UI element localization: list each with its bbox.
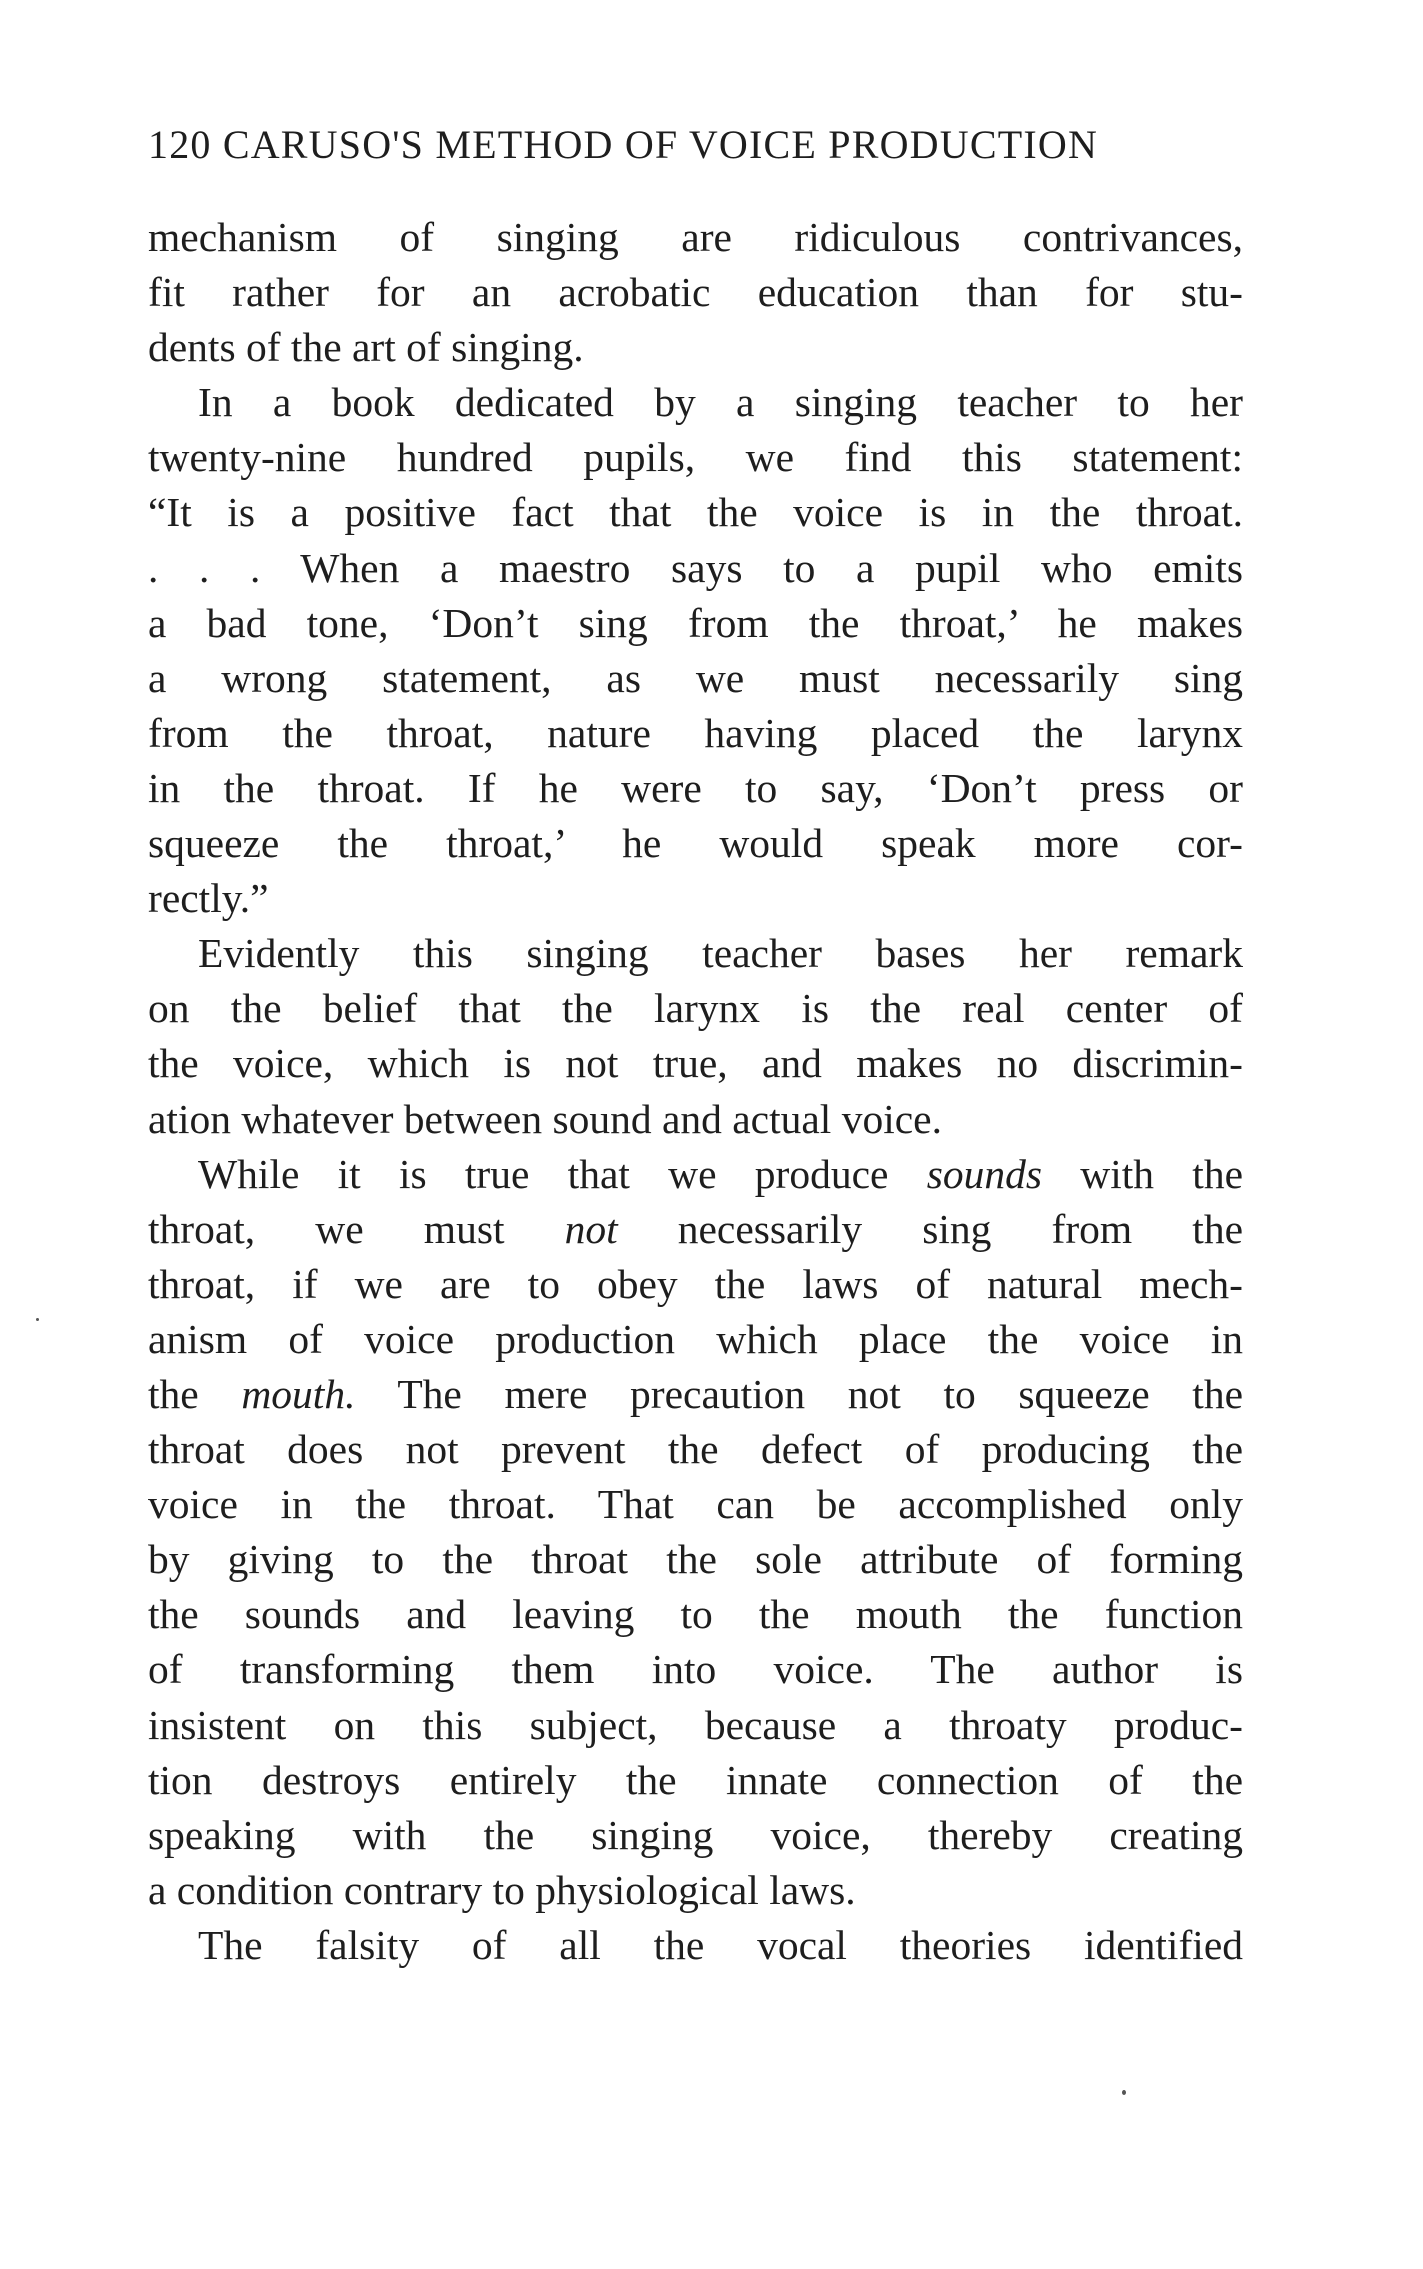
text-line: on the belief that the larynx is the real center of — [148, 985, 1243, 1032]
text-line: Evidently this singing teacher bases her remark — [198, 930, 1243, 977]
text-line: tion destroys entirely the innate connection of the — [148, 1756, 1243, 1803]
text-line: insistent on this subject, because a throaty produc- — [148, 1701, 1243, 1748]
text-line: the voice, which is not true, and makes no discrimin- — [148, 1040, 1243, 1087]
text-line: The falsity of all the vocal theories identified — [198, 1921, 1243, 1968]
paper-speck — [1122, 2090, 1126, 2095]
text-line: rectly.” — [148, 875, 269, 922]
text-line: voice in the throat. That can be accomplished only — [148, 1481, 1243, 1528]
running-title: CARUSO'S METHOD OF VOICE PRODUCTION — [222, 122, 1099, 167]
emphasis: sounds — [926, 1150, 1043, 1197]
body-text — [148, 210, 1243, 1973]
text-line: throat, if we are to obey the laws of natural mech- — [148, 1260, 1243, 1307]
text-line: a condition contrary to physiological laws. — [148, 1866, 856, 1913]
running-head — [148, 118, 1243, 172]
paper-speck — [36, 1318, 39, 1321]
text-line: While it is true that we produce sounds with the — [198, 1150, 1243, 1197]
text-line: throat, we must not necessarily sing from the — [148, 1205, 1243, 1252]
emphasis: mouth. — [241, 1370, 356, 1417]
text-line: in the throat. If he were to say, ‘Don’t press or — [148, 764, 1243, 811]
text-line: of transforming them into voice. The author is — [148, 1646, 1243, 1693]
text-line: fit rather for an acrobatic education than for stu- — [148, 269, 1243, 316]
text-line: the mouth. The mere precaution not to squeeze the — [148, 1370, 1244, 1417]
text-line: a bad tone, ‘Don’t sing from the throat,’ he makes — [148, 599, 1243, 646]
text-line: a wrong statement, as we must necessarily sing — [148, 654, 1243, 701]
text-line: the sounds and leaving to the mouth the function — [148, 1591, 1243, 1638]
text-line: squeeze the throat,’ he would speak more cor- — [148, 820, 1243, 867]
emphasis: not — [564, 1205, 618, 1252]
text-line: by giving to the throat the sole attribute of forming — [148, 1536, 1243, 1583]
text-line: twenty-nine hundred pupils, we find this statement: — [148, 434, 1243, 481]
text-line: ation whatever between sound and actual voice. — [148, 1095, 942, 1142]
text-line: anism of voice production which place the voice in — [148, 1315, 1243, 1362]
text-line: In a book dedicated by a singing teacher to her — [198, 379, 1243, 426]
text-line: . . . When a maestro says to a pupil who emits — [148, 544, 1243, 591]
text-line: from the throat, nature having placed the larynx — [148, 709, 1243, 756]
text-line: “It is a positive fact that the voice is in the throat. — [148, 489, 1243, 536]
page-number: 120 — [148, 122, 212, 167]
text-line: dents of the art of singing. — [148, 324, 584, 371]
text-line: throat does not prevent the defect of producing the — [148, 1426, 1243, 1473]
text-line: mechanism of singing are ridiculous contrivances, — [148, 214, 1243, 260]
text-line: speaking with the singing voice, thereby creating — [148, 1811, 1243, 1858]
